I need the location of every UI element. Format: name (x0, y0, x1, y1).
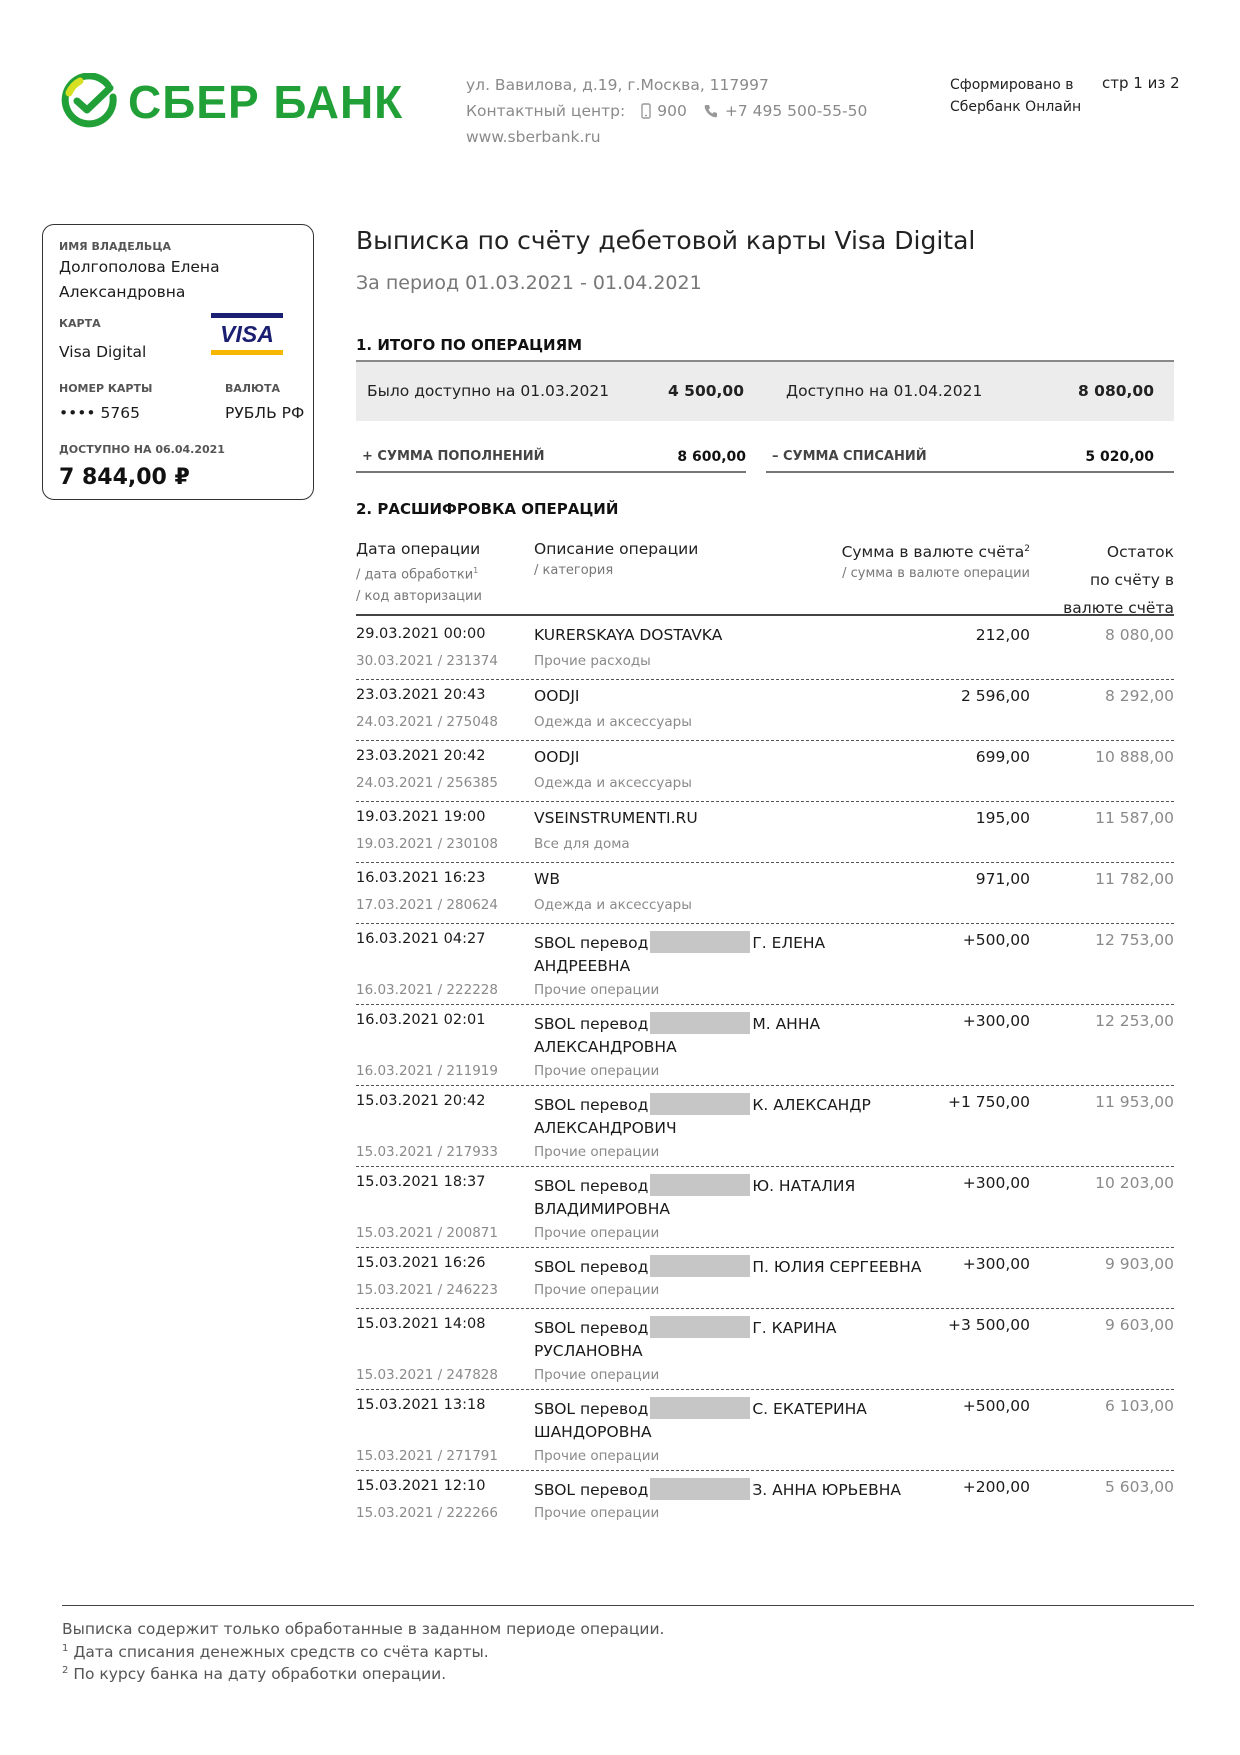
contact-center (466, 98, 867, 124)
col-header-balance (1063, 538, 1174, 622)
tx-description: WB (534, 870, 560, 888)
table-header-divider (356, 614, 1174, 616)
tx-date: 23.03.2021 20:42 (356, 748, 486, 764)
tx-date: 19.03.2021 19:00 (356, 809, 486, 825)
tx-amount: +3 500,00 (947, 1316, 1030, 1334)
redacted-name-block (650, 1012, 750, 1034)
phone-short[interactable]: 900 (657, 102, 687, 120)
tx-description-tail: К. АЛЕКСАНДР (752, 1096, 871, 1114)
tx-category: Прочие операции (534, 1225, 660, 1241)
logo-text: СБЕР БАНК (128, 76, 404, 128)
table-row (356, 681, 1174, 742)
col-desc-title: Описание операции (534, 540, 699, 558)
tx-description-cont: ВЛАДИМИРОВНА (534, 1200, 671, 1218)
tx-description-tail: Ю. НАТАЛИЯ (752, 1177, 856, 1195)
tx-category: Все для дома (534, 836, 630, 852)
tx-category: Прочие операции (534, 1505, 660, 1521)
tx-processed-auth: 16.03.2021 / 211919 (356, 1063, 498, 1079)
col-date-sub2: / код авторизации (356, 589, 482, 605)
footer-note: Выписка содержит только обработанные в заданном периоде операции. (62, 1620, 665, 1638)
tx-amount: +300,00 (962, 1255, 1030, 1273)
tx-description: SBOL перевод (534, 1258, 649, 1276)
tx-balance: 12 253,00 (1095, 1012, 1174, 1030)
tx-amount: +200,00 (962, 1478, 1030, 1496)
tx-balance: 5 603,00 (1104, 1478, 1174, 1496)
visa-logo (211, 313, 283, 355)
redacted-name-block (650, 1397, 750, 1419)
total-debits-label: – СУММА СПИСАНИЙ (772, 449, 927, 464)
footnote-2-mark: 2 (62, 1665, 69, 1676)
tx-description-line (534, 1397, 867, 1419)
tx-description-tail: П. ЮЛИЯ СЕРГЕЕВНА (752, 1258, 922, 1276)
tx-description-cont: ШАНДОРОВНА (534, 1423, 652, 1441)
tx-description: SBOL перевод (534, 1319, 649, 1337)
tx-category: Прочие операции (534, 1063, 660, 1079)
redacted-name-block (650, 1093, 750, 1115)
bank-contacts (466, 72, 867, 150)
tx-balance: 12 753,00 (1095, 931, 1174, 949)
tx-balance: 9 903,00 (1104, 1255, 1174, 1273)
tx-category: Одежда и аксессуары (534, 897, 692, 913)
tx-amount: 2 596,00 (960, 687, 1030, 705)
col-desc-sub: / категория (534, 563, 614, 578)
total-credits-label: + СУММА ПОПОЛНЕНИЙ (362, 449, 545, 464)
statement-period: За период 01.03.2021 - 01.04.2021 (356, 272, 702, 294)
row-divider (356, 1085, 1174, 1086)
tx-amount: 212,00 (975, 626, 1030, 644)
footnote-2 (62, 1665, 446, 1683)
tx-amount: 971,00 (975, 870, 1030, 888)
col-header-desc (534, 538, 698, 582)
tx-amount: 195,00 (975, 809, 1030, 827)
tx-amount: +500,00 (962, 1397, 1030, 1415)
tx-balance: 10 888,00 (1095, 748, 1174, 766)
end-balance-label: Доступно на 01.04.2021 (786, 382, 983, 400)
sberbank-logo (60, 72, 420, 132)
tx-description: OODJI (534, 687, 580, 705)
tx-processed-auth: 15.03.2021 / 246223 (356, 1282, 498, 1298)
tx-processed-auth: 16.03.2021 / 222228 (356, 982, 498, 998)
tx-balance: 6 103,00 (1104, 1397, 1174, 1415)
col-date-sub1: / дата обработки (356, 567, 474, 583)
end-balance-value: 8 080,00 (1078, 382, 1154, 400)
tx-balance: 11 587,00 (1095, 809, 1174, 827)
tx-amount: +1 750,00 (947, 1093, 1030, 1111)
row-divider (356, 1166, 1174, 1167)
table-row (356, 1006, 1174, 1087)
row-divider (356, 1389, 1174, 1390)
row-divider (356, 740, 1174, 741)
redacted-name-block (650, 931, 750, 953)
tx-description: SBOL перевод (534, 1481, 649, 1499)
formed-line-2: Сбербанк Онлайн (950, 99, 1082, 115)
footer-divider (62, 1605, 1194, 1606)
available-label: ДОСТУПНО НА 06.04.2021 (59, 443, 225, 456)
tx-description: SBOL перевод (534, 1015, 649, 1033)
tx-category: Прочие расходы (534, 653, 651, 669)
tx-date: 15.03.2021 12:10 (356, 1478, 486, 1494)
footnote-1-mark: 1 (62, 1643, 69, 1654)
col-date-title: Дата операции (356, 540, 481, 558)
card-label: КАРТА (59, 317, 101, 330)
tx-description-line (534, 1093, 871, 1115)
table-row (356, 1087, 1174, 1168)
table-row (356, 742, 1174, 803)
tx-balance: 11 782,00 (1095, 870, 1174, 888)
total-debits (766, 447, 1174, 473)
tx-description-tail: З. АННА ЮРЬЕВНА (752, 1481, 901, 1499)
footnote-1 (62, 1643, 489, 1661)
tx-category: Прочие операции (534, 982, 660, 998)
row-divider (356, 1004, 1174, 1005)
available-balance: 7 844,00 ₽ (59, 465, 190, 490)
tx-processed-auth: 30.03.2021 / 231374 (356, 653, 498, 669)
tx-category: Одежда и аксессуары (534, 775, 692, 791)
redacted-name-block (650, 1255, 750, 1277)
tx-balance: 10 203,00 (1095, 1174, 1174, 1192)
tx-description-line (534, 1478, 901, 1500)
bank-address: ул. Вавилова, д.19, г.Москва, 117997 (466, 76, 769, 94)
tx-description-line (534, 1012, 820, 1034)
tx-amount: +500,00 (962, 931, 1030, 949)
start-balance-value: 4 500,00 (668, 382, 744, 400)
tx-processed-auth: 15.03.2021 / 247828 (356, 1367, 498, 1383)
total-credits (356, 447, 746, 473)
owner-name-line1: Долгополова Елена (59, 258, 220, 276)
website-link[interactable]: www.sberbank.ru (466, 128, 601, 146)
mobile-phone-icon (641, 103, 651, 119)
tx-date: 16.03.2021 16:23 (356, 870, 486, 886)
row-divider (356, 1308, 1174, 1309)
total-debits-value: 5 020,00 (1085, 449, 1154, 465)
col-amount-sup: 2 (1024, 544, 1030, 554)
card-info-panel (42, 224, 314, 500)
statement-title: Выписка по счёту дебетовой карты Visa Digital (356, 226, 976, 255)
table-row (356, 1391, 1174, 1472)
tx-amount: 699,00 (975, 748, 1030, 766)
tx-description-line (534, 809, 698, 827)
tx-description-line (534, 1174, 855, 1196)
start-balance-label: Было доступно на 01.03.2021 (367, 382, 610, 400)
tx-description: KURERSKAYA DOSTAVKA (534, 626, 723, 644)
tx-description-cont: АНДРЕЕВНА (534, 957, 631, 975)
tx-balance: 9 603,00 (1104, 1316, 1174, 1334)
tx-processed-auth: 15.03.2021 / 217933 (356, 1144, 498, 1160)
currency-label: ВАЛЮТА (225, 382, 280, 395)
owner-label: ИМЯ ВЛАДЕЛЬЦА (59, 240, 172, 253)
card-name: Visa Digital (59, 343, 147, 361)
tx-category: Одежда и аксессуары (534, 714, 692, 730)
tx-date: 23.03.2021 20:43 (356, 687, 486, 703)
tx-processed-auth: 15.03.2021 / 271791 (356, 1448, 498, 1464)
tx-description-line (534, 1255, 921, 1277)
table-row (356, 803, 1174, 864)
row-divider (356, 862, 1174, 863)
tx-description-line (534, 748, 579, 766)
tx-category: Прочие операции (534, 1448, 660, 1464)
formed-in (950, 74, 1081, 118)
details-heading: 2. РАСШИФРОВКА ОПЕРАЦИЙ (356, 500, 619, 518)
total-credits-value: 8 600,00 (677, 449, 746, 465)
tx-date: 15.03.2021 16:26 (356, 1255, 486, 1271)
tx-category: Прочие операции (534, 1282, 660, 1298)
col-balance-line3: валюте счёта (1063, 599, 1174, 617)
tx-date: 15.03.2021 20:42 (356, 1093, 486, 1109)
tx-description: OODJI (534, 748, 580, 766)
contact-label: Контактный центр: (466, 102, 626, 120)
card-number-label: НОМЕР КАРТЫ (59, 382, 153, 395)
redacted-name-block (650, 1478, 750, 1500)
col-amount-sub: / сумма в валюте операции (842, 566, 1030, 582)
summary-heading: 1. ИТОГО ПО ОПЕРАЦИЯМ (356, 336, 583, 354)
tx-date: 29.03.2021 00:00 (356, 626, 486, 642)
page-number: стр 1 из 2 (1102, 74, 1180, 92)
tx-description: SBOL перевод (534, 1400, 649, 1418)
tx-description-line (534, 931, 825, 953)
table-row (356, 1472, 1174, 1532)
phone-long[interactable]: +7 495 500-55-50 (724, 102, 868, 120)
tx-date: 15.03.2021 14:08 (356, 1316, 486, 1332)
phone-handset-icon (703, 103, 719, 119)
tx-description-tail: Г. ЕЛЕНА (752, 934, 826, 952)
tx-description-cont: АЛЕКСАНДРОВИЧ (534, 1119, 677, 1137)
col-balance-line2: по счёту в (1089, 571, 1174, 589)
tx-description-tail: М. АННА (752, 1015, 821, 1033)
tx-description-line (534, 626, 722, 644)
footnote-1-text: Дата списания денежных средств со счёта карты. (73, 1643, 489, 1662)
tx-description: SBOL перевод (534, 934, 649, 952)
col-balance-line1: Остаток (1106, 543, 1174, 561)
tx-processed-auth: 15.03.2021 / 200871 (356, 1225, 498, 1241)
tx-processed-auth: 17.03.2021 / 280624 (356, 897, 498, 913)
tx-description-cont: АЛЕКСАНДРОВНА (534, 1038, 677, 1056)
tx-date: 15.03.2021 18:37 (356, 1174, 486, 1190)
visa-logo-text: VISA (220, 321, 274, 347)
tx-category: Прочие операции (534, 1367, 660, 1383)
sber-check-icon (60, 73, 118, 131)
redacted-name-block (650, 1174, 750, 1196)
col-header-amount (842, 538, 1030, 585)
tx-description: SBOL перевод (534, 1177, 649, 1195)
tx-date: 16.03.2021 02:01 (356, 1012, 486, 1028)
row-divider (356, 679, 1174, 680)
tx-date: 15.03.2021 13:18 (356, 1397, 486, 1413)
tx-description: SBOL перевод (534, 1096, 649, 1114)
tx-date: 16.03.2021 04:27 (356, 931, 486, 947)
table-row (356, 864, 1174, 925)
tx-description: VSEINSTRUMENTI.RU (534, 809, 698, 827)
table-row (356, 925, 1174, 1006)
tx-description-line (534, 687, 579, 705)
tx-amount: +300,00 (962, 1174, 1030, 1192)
formed-line-1: Сформировано в (950, 77, 1074, 93)
tx-processed-auth: 19.03.2021 / 230108 (356, 836, 498, 852)
row-divider (356, 923, 1174, 924)
tx-category: Прочие операции (534, 1144, 660, 1160)
table-row (356, 1249, 1174, 1310)
col-header-date (356, 538, 482, 608)
card-number: •••• 5765 (59, 404, 140, 422)
tx-description-line (534, 1316, 836, 1338)
tx-description-line (534, 870, 560, 888)
footnote-2-text: По курсу банка на дату обработки операции. (73, 1665, 447, 1684)
table-row (356, 620, 1174, 681)
table-row (356, 1310, 1174, 1391)
currency-value: РУБЛЬ РФ (225, 404, 305, 422)
owner-name-line2: Александровна (59, 283, 186, 301)
row-divider (356, 1470, 1174, 1471)
tx-balance: 8 080,00 (1104, 626, 1174, 644)
tx-processed-auth: 24.03.2021 / 256385 (356, 775, 498, 791)
redacted-name-block (650, 1316, 750, 1338)
col-amount-title: Сумма в валюте счёта (841, 543, 1025, 562)
row-divider (356, 1247, 1174, 1248)
summary-balances (356, 360, 1174, 421)
tx-description-cont: РУСЛАНОВНА (534, 1342, 643, 1360)
tx-balance: 8 292,00 (1104, 687, 1174, 705)
tx-processed-auth: 15.03.2021 / 222266 (356, 1505, 498, 1521)
tx-description-tail: С. ЕКАТЕРИНА (752, 1400, 867, 1418)
tx-amount: +300,00 (962, 1012, 1030, 1030)
table-row (356, 1168, 1174, 1249)
tx-processed-auth: 24.03.2021 / 275048 (356, 714, 498, 730)
row-divider (356, 801, 1174, 802)
tx-balance: 11 953,00 (1095, 1093, 1174, 1111)
col-date-sub1-sup: 1 (473, 566, 479, 575)
tx-description-tail: Г. КАРИНА (752, 1319, 837, 1337)
